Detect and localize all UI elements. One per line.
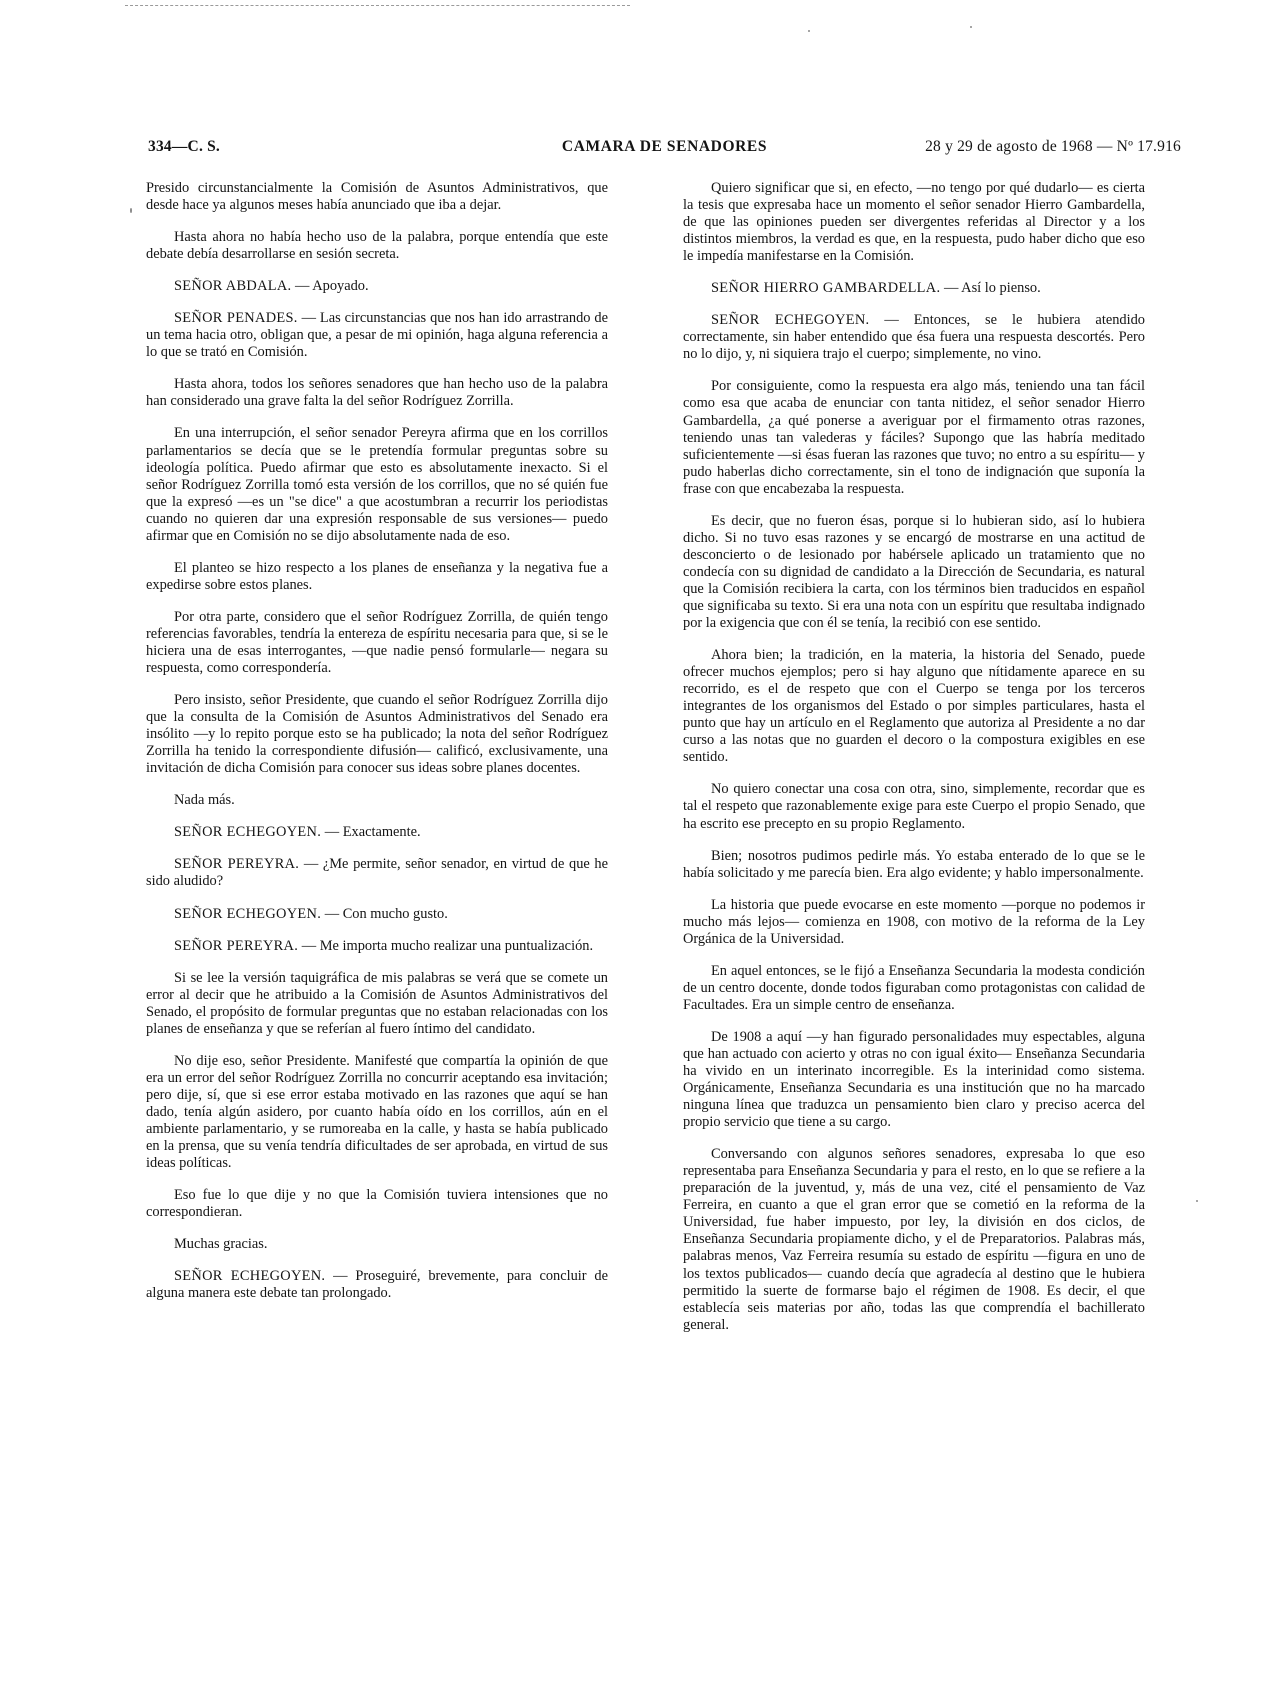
paragraph: De 1908 a aquí —y han figurado personalidades muy espectables, alguna que han actuado con acierto y otras no con igual éxito— Enseñanza Secundaria ha vivido en un interinato incorregible. Es la interinidad como sistema. Orgánicamente, Enseñanza Secundaria es una institución que no ha marcado ninguna línea que traduzca un pensamiento bien claro y preciso acerca del propio servicio que tiene a su cargo. — [683, 1028, 1145, 1131]
page-reference: 334—C. S. — [148, 138, 220, 155]
speaker-name: SEÑOR HIERRO GAMBARDELLA. — [711, 280, 941, 297]
paragraph: Es decir, que no fueron ésas, porque si lo hubieran sido, así lo hubiera dicho. Si no tuvo esas razones y se encargó de mostrarse en una actitud de desconcierto o de lesionado por habérsele aplicado un tratamiento que no condecía con su dignidad de candidato a la Dirección de Secundaria, es natural que la Comisión recibiera la carta, con los términos bien traducidos en español que significaba su texto. Si era una nota con un espíritu que resultaba indignado por la exigencia que con él se tenía, la recibió con ese sentido. — [683, 512, 1145, 632]
paragraph: La historia que puede evocarse en este momento —porque no podemos ir mucho más lejos— comienza en 1908, con motivo de la reforma de la Ley Orgánica de la Universidad. — [683, 896, 1145, 947]
speaker-name: SEÑOR ECHEGOYEN. — [174, 905, 322, 922]
paragraph: No quiero conectar una cosa con otra, sino, simplemente, recordar que es tal el respeto que razonablemente exige para este Cuerpo el propio Senado, que ha escrito ese precepto en su propio Reglamento. — [683, 781, 1145, 832]
paragraph: Presido circunstancialmente la Comisión de Asuntos Administrativos, que desde hace ya algunos meses había anunciado que iba a dejar. — [146, 180, 608, 214]
speaker-paragraph: SEÑOR PEREYRA. — ¿Me permite, señor senador, en virtud de que he sido aludido? — [146, 856, 608, 890]
speaker-paragraph: SEÑOR ABDALA. — Apoyado. — [174, 278, 369, 295]
speaker-name: SEÑOR PENADES. — [174, 310, 298, 327]
speaker-name: SEÑOR ECHEGOYEN. — [711, 312, 870, 329]
paragraph: Hasta ahora, todos los señores senadores que han hecho uso de la palabra han considerado una grave falta la del señor Rodríguez Zorrilla. — [146, 376, 608, 410]
speaker-paragraph: SEÑOR PEREYRA. — Me importa mucho realizar una puntualización. — [174, 937, 594, 954]
paragraph: Hasta ahora no había hecho uso de la palabra, porque entendía que este debate debía desarrollarse en sesión secreta. — [146, 229, 608, 263]
speaker-paragraph: SEÑOR HIERRO GAMBARDELLA. — Así lo pienso. — [711, 280, 1041, 297]
speaker-name: SEÑOR PEREYRA. — [174, 856, 300, 873]
speaker-paragraph: SEÑOR ECHEGOYEN. — Entonces, se le hubiera atendido correctamente, sin haber entendido que ésa fuera una respuesta descortés. Pero no lo dijo, y, ni siquiera trajo el cuerpo; simplemente, no vino. — [683, 312, 1145, 363]
page-header — [148, 138, 1181, 162]
speaker-paragraph: SEÑOR ECHEGOYEN. — Proseguiré, brevemente, para concluir de alguna manera este debate tan prolongado. — [146, 1268, 608, 1302]
speaker-name: SEÑOR ABDALA. — [174, 278, 292, 295]
paragraph: Pero insisto, señor Presidente, que cuando el señor Rodríguez Zorrilla dijo que la consulta de la Comisión de Asuntos Administrativos del Senado era insólito —y lo repito porque esto se ha publicado; la nota del señor Rodríguez Zorrilla ha tenido la correspondiente difusión— calificó, exclusivamente, una invitación de dicha Comisión para conocer sus ideas sobre planes docentes. — [146, 692, 608, 777]
scan-top-rule — [125, 5, 630, 6]
paragraph: Quiero significar que si, en efecto, —no tengo por qué dudarlo— es cierta la tesis que expresaba hace un momento el señor senador Hierro Gambardella, de que las opiniones pueden ser divergentes referidas al Director y a los distintos miembros, la verdad es que, en la respuesta, pudo haber dicho que eso le impedía manifestarse en la Comisión. — [683, 180, 1145, 265]
left-column — [146, 180, 608, 1317]
paragraph: En aquel entonces, se le fijó a Enseñanza Secundaria la modesta condición de un centro docente, donde todos figuraban como protagonistas con calidad de Facultades. Era un simple centro de enseñanza. — [683, 962, 1145, 1013]
right-column — [683, 180, 1145, 1349]
paragraph: El planteo se hizo respecto a los planes de enseñanza y la negativa fue a expedirse sobre estos planes. — [146, 559, 608, 593]
speaker-name: SEÑOR ECHEGOYEN. — [174, 824, 322, 841]
speaker-paragraph: SEÑOR ECHEGOYEN. — Exactamente. — [174, 824, 421, 841]
speaker-name: SEÑOR ECHEGOYEN. — [174, 1268, 326, 1285]
chamber-title: CAMARA DE SENADORES — [561, 138, 768, 155]
paragraph: Conversando con algunos señores senadores, expresaba lo que eso representaba para Enseñanza Secundaria y para el resto, en lo que se refiere a la preparación de la juventud, y, más de una vez, cité el pensamiento de Vaz Ferreira, en cuanto a que el gran error que se cometió en la reforma de la Universidad, fue haber impuesto, por ley, la división en dos ciclos, de Enseñanza Secundaria propiamente dicho, y el de Preparatorios. Palabras más, palabras menos, Vaz Ferreira resumía su estado de espíritu —figura en uno de los textos publicados— cuando decía que agradecía al destino que le hubiera permitido la suerte de formarse bajo el régimen de 1908. Es decir, el que establecía seis materias por año, todas las que comprendía el bachillerato general. — [683, 1146, 1145, 1333]
speaker-paragraph: SEÑOR ECHEGOYEN. — Con mucho gusto. — [174, 905, 448, 922]
paragraph: Bien; nosotros pudimos pedirle más. Yo estaba enterado de lo que se le había solicitado y me parecía bien. Era algo evidente; y hablo impersonalmente. — [683, 847, 1145, 881]
scan-speck — [970, 26, 972, 28]
paragraph: Por otra parte, considero que el señor Rodríguez Zorrilla, de quién tengo referencias favorables, tendría la entereza de espíritu necesaria para que, si se le hiciera una de esas interrogantes, —que nadie pensó formularle— negara su respuesta, como correspondería. — [146, 608, 608, 677]
issue-date: 28 y 29 de agosto de 1968 — Nº 17.916 — [925, 138, 1181, 155]
scan-speck — [808, 30, 810, 32]
paragraph: Nada más. — [174, 792, 235, 809]
paragraph: Por consiguiente, como la respuesta era algo más, teniendo una tan fácil como esa que acaba de enunciar con tanta nitidez, el señor senador Hierro Gambardella, ¿a qué ponerse a averiguar por el firmamento otras razones, teniendo unas tan valederas y fáciles? Supongo que las habría meditado suficientemente —si ésas fueran las razones que tuvo; no entro a su espíritu— y pudo haberlas dicho correctamente, sin el tono de indignación que suponía la frase con que encabezaba la respuesta. — [683, 378, 1145, 497]
paragraph: No dije eso, señor Presidente. Manifesté que compartía la opinión de que era un error del señor Rodríguez Zorrilla no concurrir aceptando esa invitación; pero dije, sí, que si ese error estaba motivado en las razones que aquí se han dado, tenía algún asidero, por cuanto había oído en los corrillos, aún en el ambiente parlamentario, y se rumoreaba en la calle, y hasta se había publicado en la prensa, que su venía tendría dificultades de ser aprobada, en virtud de sus ideas políticas. — [146, 1052, 608, 1172]
paragraph: Muchas gracias. — [174, 1236, 268, 1253]
scan-speck — [130, 208, 132, 213]
paragraph: En una interrupción, el señor senador Pereyra afirma que en los corrillos parlamentarios se decía que se le pretendía formular preguntas sobre su ideología política. Puedo afirmar que esto es absolutamente inexacto. Si el señor Rodríguez Zorrilla tomó esta versión de los corrillos, que no sé quién fue que la expresó —es un "se dice" a que acostumbran a recurrir los periodistas cuando no quieren dar una expresión responsable de sus versiones— puedo afirmar que en Comisión no se dijo absolutamente nada de eso. — [146, 425, 608, 544]
speaker-name: SEÑOR PEREYRA. — [174, 937, 299, 954]
paragraph: Eso fue lo que dije y no que la Comisión tuviera intensiones que no correspondieran. — [146, 1187, 608, 1221]
scan-speck — [1196, 1200, 1198, 1202]
speaker-paragraph: SEÑOR PENADES. — Las circunstancias que nos han ido arrastrando de un tema hacia otro, obligan que, a pesar de mi opinión, haga alguna referencia a lo que se trató en Comisión. — [146, 310, 608, 361]
paragraph: Si se lee la versión taquigráfica de mis palabras se verá que se comete un error al decir que he atribuido a la Comisión de Asuntos Administrativos del Senado, el propósito de formular preguntas que no estaban relacionadas con los planes de enseñanza y que se referían al fuero íntimo del candidato. — [146, 969, 608, 1037]
paragraph: Ahora bien; la tradición, en la materia, la historia del Senado, puede ofrecer muchos ejemplos; pero si hay alguno que nítidamente aparece en su recorrido, es el de respeto que con el Cuerpo se tenga por los terceros integrantes de los organismos del Estado o por simples particulares, hasta el punto que hay un artículo en el Reglamento que autoriza al Presidente a no dar curso a las notas que no guarden el decoro o la compostura exigibles en ese sentido. — [683, 647, 1145, 766]
